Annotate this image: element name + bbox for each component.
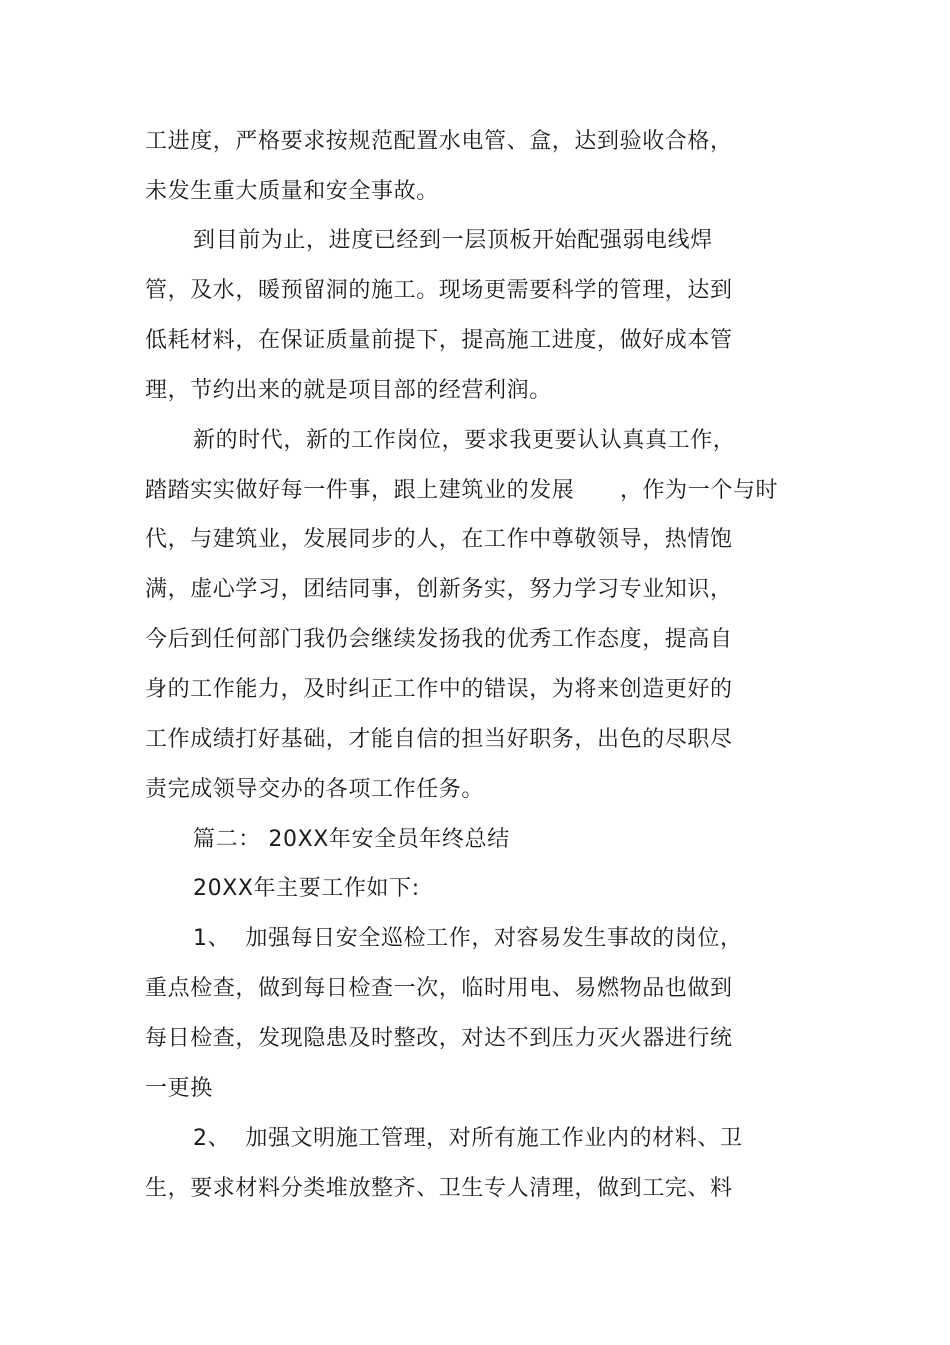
- text-line: 未发生重大质量和安全事故。: [145, 179, 439, 204]
- subheading: 20XX年主要工作如下:: [193, 876, 420, 901]
- text-line: 每日检查，发现隐患及时整改，对达不到压力灭火器进行统: [145, 1026, 733, 1051]
- text-line: 满，虚心学习，团结同事，创新务实，努力学习专业知识，: [145, 577, 733, 602]
- paragraph-first-line: 到目前为止，进度已经到一层顶板开始配强弱电线焊: [193, 228, 713, 253]
- text-line: 低耗材料，在保证质量前提下，提高施工进度，做好成本管: [145, 328, 733, 353]
- text-line: 一更换: [145, 1076, 213, 1101]
- text-line: 工进度，严格要求按规范配置水电管、盒，达到验收合格，: [145, 129, 733, 154]
- text-line: 理，节约出来的就是项目部的经营利润。: [145, 378, 552, 403]
- list-item-first-line: 2、 加强文明施工管理，对所有施工作业内的材料、卫: [193, 1126, 743, 1151]
- text-line: 重点检查，做到每日检查一次，临时用电、易燃物品也做到: [145, 976, 733, 1001]
- section-heading: 篇二： 20XX年安全员年终总结: [193, 827, 510, 852]
- text-line: 责完成领导交办的各项工作任务。: [145, 777, 485, 802]
- text-line: 今后到任何部门我仍会继续发扬我的优秀工作态度，提高自: [145, 627, 733, 652]
- text-line: 身的工作能力，及时纠正工作中的错误，为将来创造更好的: [145, 677, 733, 702]
- text-line: 管，及水，暖预留洞的施工。现场更需要科学的管理，达到: [145, 278, 733, 303]
- list-item-first-line: 1、 加强每日安全巡检工作，对容易发生事故的岗位，: [193, 926, 743, 951]
- text-line: 生，要求材料分类堆放整齐、卫生专人清理，做到工完、料: [145, 1176, 733, 1201]
- text-line: 工作成绩打好基础，才能自信的担当好职务，出色的尽职尽: [145, 727, 733, 752]
- text-line: 踏踏实实做好每一件事，跟上建筑业的发展 ，作为一个与时: [145, 478, 779, 503]
- text-line: 代，与建筑业，发展同步的人，在工作中尊敬领导，热情饱: [145, 527, 733, 552]
- paragraph-first-line: 新的时代，新的工作岗位，要求我更要认认真真工作，: [193, 428, 736, 453]
